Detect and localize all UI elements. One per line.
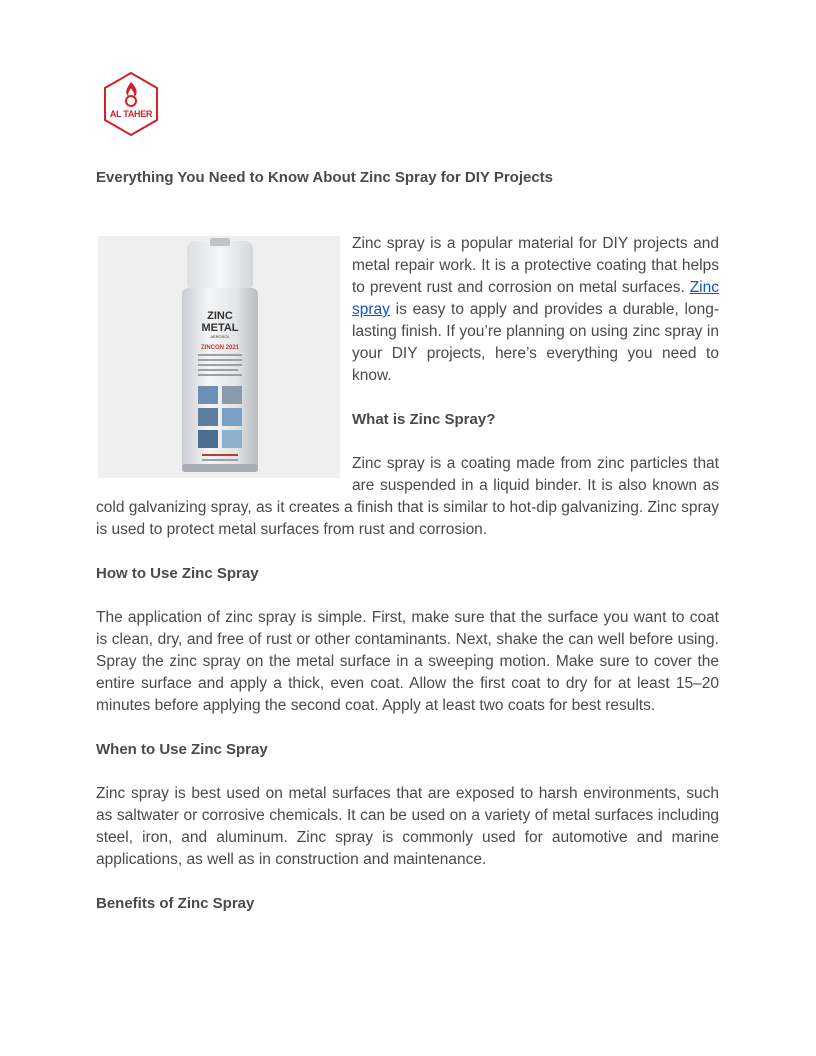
spray-can-icon — [98, 236, 340, 478]
zinc-spray-product-image — [98, 236, 340, 478]
document-title: Everything You Need to Know About Zinc Spray for DIY Projects — [96, 169, 554, 186]
benefits-heading: Benefits of Zinc Spray — [96, 895, 255, 912]
can-label-zinc: ZINC — [207, 310, 233, 322]
article-body — [96, 233, 719, 937]
when-to-use-paragraph: Zinc spray is best used on metal surfaces that are exposed to harsh environments, such as saltwater or corrosive chemicals. It can be used on a variety of metal surfaces including steel, iron, and aluminum. Zinc spray is commonly used for automotive and marine applications, as well as in construction and maintenance. — [96, 785, 719, 868]
logo-text: AL TAHER — [109, 109, 153, 119]
logo-hexagon-icon — [103, 72, 159, 136]
how-to-use-paragraph: The application of zinc spray is simple. First, make sure that the surface you want to coat is clean, dry, and free of rust or other contaminants. Next, shake the can well before using. Spray the zinc spray on the metal surface in a sweeping motion. Make sure to cover the entire surface and apply a thick, even coat. Allow the first coat to dry for at least 15–20 minutes before applying the second coat. Apply at least two coats for best results. — [96, 609, 719, 714]
intro-text-before-link: Zinc spray is a popular material for DIY projects and metal repair work. It is a protective coating that helps to prevent rust and corrosion on metal surfaces. — [352, 235, 719, 296]
how-to-use-heading: How to Use Zinc Spray — [96, 565, 259, 582]
can-label-aerosol: AEROSOL — [210, 334, 230, 339]
al-taher-logo — [103, 72, 159, 136]
what-is-zinc-spray-paragraph: Zinc spray is a coating made from zinc particles that are suspended in a liquid binder. It is also known as cold galvanizing spray, as it creates a finish that is similar to hot-dip galvanizing. Zinc spray is used to protect metal surfaces from rust and corrosion. — [96, 455, 719, 538]
can-label-model: ZINCON 2021 — [200, 345, 240, 351]
when-to-use-heading: When to Use Zinc Spray — [96, 741, 268, 758]
what-is-zinc-spray-heading: What is Zinc Spray? — [352, 411, 496, 428]
intro-text-after-link: is easy to apply and provides a durable, long-lasting finish. If you’re planning on using zinc spray in your DIY projects, here’s everything you need to know. — [352, 301, 720, 384]
can-label-metal: METAL — [201, 322, 239, 334]
zinc-spray-link[interactable]: Zinc spray — [352, 279, 719, 318]
